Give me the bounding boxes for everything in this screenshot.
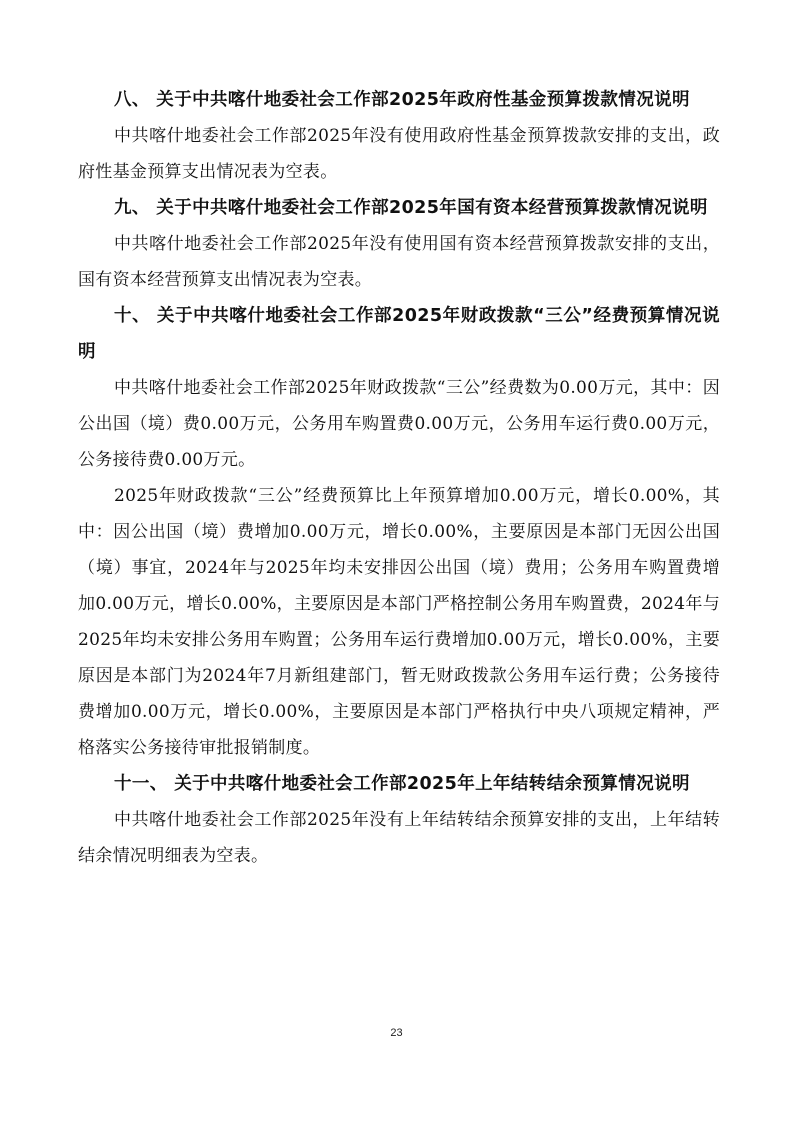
section-9 — [78, 190, 720, 298]
section-paragraph: 中共喀什地委社会工作部2025年没有上年结转结余预算安排的支出，上年结转结余情况明细表为空表。 — [78, 810, 720, 866]
page-number: 23 — [390, 1027, 403, 1039]
section-paragraph: 中共喀什地委社会工作部2025年没有使用国有资本经营预算拨款安排的支出，国有资本经营预算支出情况表为空表。 — [78, 234, 720, 290]
section-heading: 九、 关于中共喀什地委社会工作部2025年国有资本经营预算拨款情况说明 — [114, 198, 708, 218]
section-heading: 十一、 关于中共喀什地委社会工作部2025年上年结转结余预算情况说明 — [114, 774, 690, 794]
section-8 — [78, 82, 720, 190]
section-paragraph: 2025年财政拨款“三公”经费预算比上年预算增加0.00万元，增长0.00%，其中：因公出国（境）费增加0.00万元，增长0.00%，主要原因是本部门无因公出国（境）事宜，2024年与2025年均未安排因公出国（境）费用；公务用车购置费增加0.00万元，增长0.00%，主要原因是本部门严格控制公务用车购置费，2024年与2025年均未安排公务用车购置；公务用车运行费增加0.00万元，增长0.00%，主要原因是本部门为2024年7月新组建部门，暂无财政拨款公务用车运行费；公务接待费增加0.00万元，增长0.00%，主要原因是本部门严格执行中央八项规定精神，严格落实公务接待审批报销制度。 — [78, 486, 720, 758]
section-paragraph: 中共喀什地委社会工作部2025年没有使用政府性基金预算拨款安排的支出，政府性基金预算支出情况表为空表。 — [78, 126, 720, 182]
section-11 — [78, 766, 720, 874]
section-paragraph: 中共喀什地委社会工作部2025年财政拨款“三公”经费数为0.00万元，其中：因公出国（境）费0.00万元，公务用车购置费0.00万元，公务用车运行费0.00万元，公务接待费0.00万元。 — [78, 378, 720, 470]
section-10 — [78, 298, 720, 766]
document-body — [78, 82, 720, 874]
section-heading: 十、 关于中共喀什地委社会工作部2025年财政拨款“三公”经费预算情况说明 — [78, 306, 720, 362]
section-heading: 八、 关于中共喀什地委社会工作部2025年政府性基金预算拨款情况说明 — [114, 90, 690, 110]
